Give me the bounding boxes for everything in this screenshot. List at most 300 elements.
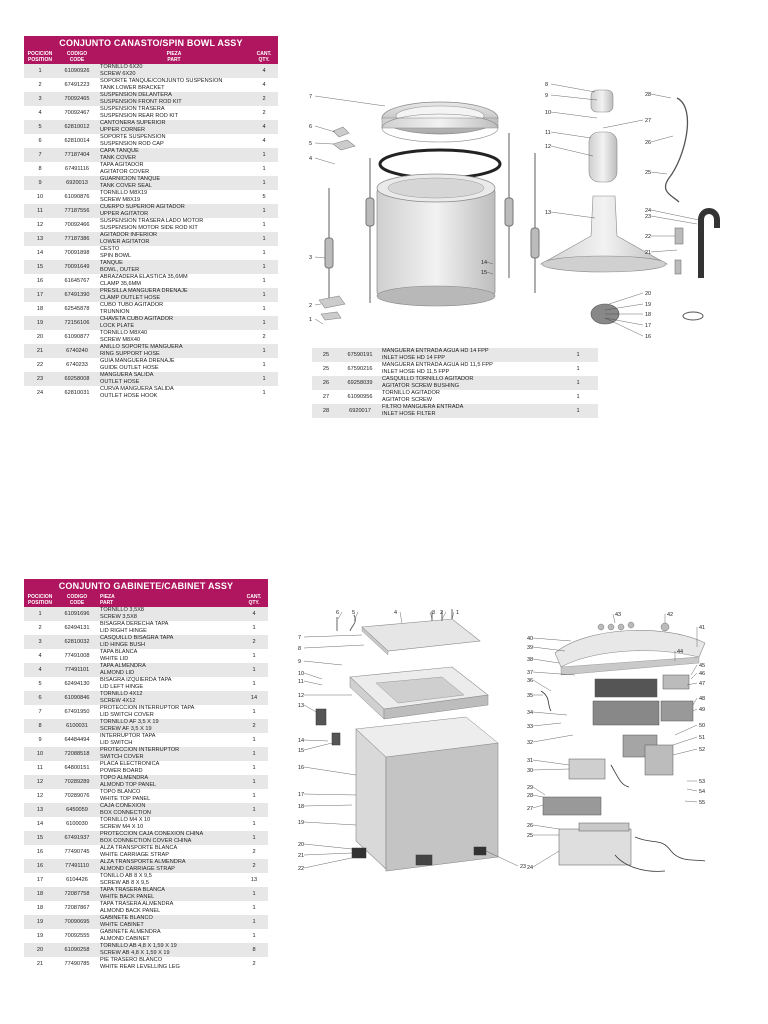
table-row — [24, 316, 278, 330]
position-cell: 13 — [24, 232, 56, 246]
part-name-en: BOX CONNECTION COVER CHINA — [100, 838, 192, 844]
part-name-es: TORNILLO 4X12 — [100, 691, 143, 697]
part-cell — [98, 274, 250, 288]
part-cell — [98, 677, 240, 691]
callout-leader — [304, 743, 332, 750]
callout-leader — [691, 665, 697, 675]
code-cell: 77187386 — [56, 232, 98, 246]
part-cell — [98, 649, 240, 663]
table-row — [24, 190, 278, 204]
callout-label: 53 — [699, 779, 706, 785]
part-name-es: TAPA TRASERA ALMENDRA — [100, 901, 174, 907]
callout-leader — [533, 795, 543, 797]
qty-cell: 1 — [250, 386, 278, 400]
callout-label: 1 — [309, 317, 313, 323]
callout-label: 6 — [309, 124, 313, 130]
table-row — [24, 691, 268, 705]
callout-label: 45 — [699, 663, 706, 669]
part-cell — [98, 78, 250, 92]
callout-leader — [603, 120, 643, 128]
part-name-es: TANQUE — [100, 260, 123, 266]
position-cell: 24 — [24, 386, 56, 400]
callout-leader — [533, 851, 559, 867]
table-row — [24, 176, 278, 190]
callout-leader — [651, 136, 673, 142]
part-cell — [98, 204, 250, 218]
code-cell: 77187556 — [56, 204, 98, 218]
position-cell: 21 — [24, 344, 56, 358]
table-row — [24, 719, 268, 733]
callout-leader — [315, 304, 321, 305]
callout-label: 7 — [298, 635, 302, 641]
position-cell: 18 — [24, 901, 56, 915]
qty-cell: 1 — [240, 649, 268, 663]
qty-cell: 1 — [240, 929, 268, 943]
callout-label: 47 — [699, 681, 706, 687]
position-cell: 4 — [24, 106, 56, 120]
cabinet-table — [24, 593, 268, 971]
callout-label: 14 — [481, 260, 488, 266]
part-cell — [98, 190, 250, 204]
callout-label: 42 — [667, 612, 674, 618]
callout-label: 15 — [481, 270, 488, 276]
part-name-en: ALMOND TOP PANEL — [100, 782, 157, 788]
qty-cell: 1 — [250, 204, 278, 218]
table-row — [312, 390, 598, 404]
callout-label: 39 — [527, 645, 534, 651]
qty-cell: 1 — [240, 747, 268, 761]
code-cell: 70091649 — [56, 260, 98, 274]
part-name-en: SCREW AB 4,8 X 1,59 X 19 — [100, 950, 170, 956]
cabinet-title: CONJUNTO GABINETE/CABINET ASSY — [24, 579, 268, 593]
part-name-es: TORNILLO AGITADOR — [382, 390, 440, 396]
cabinet-exploded-diagram — [292, 605, 534, 880]
callout-label: 26 — [645, 140, 652, 146]
position-cell: 8 — [24, 162, 56, 176]
callout-leader — [533, 723, 561, 726]
table-row — [24, 274, 278, 288]
qty-cell: 1 — [240, 831, 268, 845]
part-name-es: PRESILLA MANGUERA DRENAJE — [100, 288, 188, 294]
callout-label: 27 — [527, 806, 534, 812]
tank-brackets — [319, 127, 355, 320]
position-cell: 14 — [24, 817, 56, 831]
part-cell — [98, 344, 250, 358]
table-row — [24, 859, 268, 873]
code-cell: 61090877 — [56, 330, 98, 344]
part-name-en: TRUNNION — [100, 309, 130, 315]
code-cell: 70289289 — [56, 775, 98, 789]
table-row — [24, 386, 278, 400]
part-name-en: LID SWITCH COVER — [100, 712, 154, 718]
part-cell — [98, 803, 240, 817]
callout-leader — [315, 257, 325, 258]
callout-leader — [533, 659, 559, 663]
part-name-en: SCREW AF 3,5 X 19 — [100, 726, 152, 732]
part-cell — [98, 607, 240, 621]
spin-bowl-parts-continued — [312, 348, 598, 418]
part-cell — [98, 386, 250, 400]
part-cell — [98, 372, 250, 386]
callout-leader — [651, 216, 697, 224]
callout-label: 13 — [298, 703, 305, 709]
qty-cell: 1 — [558, 376, 598, 390]
table-row — [24, 330, 278, 344]
table-row — [24, 218, 278, 232]
part-name-en: POWER BOARD — [100, 768, 143, 774]
table-row — [312, 348, 598, 362]
part-name-en: UPPER AGITATOR — [100, 211, 149, 217]
part-name-es: AGITADOR INFERIOR — [100, 232, 158, 238]
part-name-es: CANTONERA SUPERIOR — [100, 120, 166, 126]
callout-label: 11 — [545, 130, 551, 136]
part-name-en: INLET HOSE HD 14 FPP — [382, 355, 446, 361]
callout-leader — [675, 725, 697, 735]
callout-label: 4 — [394, 610, 398, 616]
part-name-es: GUARNICION TANQUE — [100, 176, 161, 182]
code-cell: 69258039 — [340, 376, 380, 390]
qty-cell: 1 — [240, 761, 268, 775]
callout-label: 10 — [545, 110, 552, 116]
callout-label: 37 — [527, 670, 534, 676]
table-row — [24, 761, 268, 775]
part-cell — [98, 176, 250, 190]
part-name-en: WHITE TOP PANEL — [100, 796, 151, 802]
part-cell — [380, 390, 558, 404]
part-name-es: TORNILLO 6X20 — [100, 64, 143, 70]
code-cell: 70092555 — [56, 929, 98, 943]
callout-label: 5 — [309, 141, 313, 147]
position-cell: 16 — [24, 845, 56, 859]
table-row — [24, 344, 278, 358]
code-cell: 6100030 — [56, 817, 98, 831]
part-cell — [98, 859, 240, 873]
code-cell: 61091696 — [56, 607, 98, 621]
part-name-es: BISAGRA IZQUIERDA TAPA — [100, 677, 172, 683]
callout-label: 12 — [545, 144, 552, 150]
qty-cell: 1 — [558, 348, 598, 362]
spin-bowl-table-continued — [312, 348, 598, 418]
col-part: PIEZA PART — [98, 593, 240, 607]
part-cell — [98, 232, 250, 246]
callout-leader — [651, 94, 671, 98]
callout-leader — [533, 712, 567, 715]
qty-cell: 2 — [240, 957, 268, 971]
col-qty: CANT. QTY. — [250, 50, 278, 64]
callout-label: 43 — [615, 612, 622, 618]
position-cell: 12 — [24, 218, 56, 232]
qty-cell: 1 — [250, 274, 278, 288]
qty-cell: 1 — [240, 663, 268, 677]
code-cell: 6450059 — [56, 803, 98, 817]
part-name-es: TORNILLO AB 4,8 X 1,59 X 19 — [100, 943, 177, 949]
table-row — [24, 915, 268, 929]
top-panel — [350, 667, 488, 719]
part-name-es: PROTECCION INTERRUPTOR TAPA — [100, 705, 195, 711]
code-cell: 62545878 — [56, 302, 98, 316]
position-cell: 17 — [24, 873, 56, 887]
part-name-es: TORNILLO 3,5X8 — [100, 607, 145, 613]
callout-leader — [609, 293, 643, 304]
callout-label: 17 — [298, 792, 305, 798]
part-cell — [380, 362, 558, 376]
table-row — [24, 120, 278, 134]
callout-label: 17 — [645, 323, 652, 329]
callout-leader — [551, 84, 595, 92]
code-cell: 62494130 — [56, 677, 98, 691]
part-name-en: ALMOND BACK PANEL — [100, 908, 161, 914]
position-cell: 3 — [24, 635, 56, 649]
part-cell — [98, 705, 240, 719]
position-cell: 15 — [24, 831, 56, 845]
callout-leader — [551, 112, 597, 118]
callout-leader — [304, 853, 352, 855]
part-name-en: OUTLET HOSE HOOK — [100, 393, 158, 399]
callout-label: 24 — [527, 865, 534, 871]
callout-label: 30 — [527, 768, 534, 774]
position-cell: 9 — [24, 176, 56, 190]
callout-label: 25 — [645, 170, 652, 176]
part-name-es: GABINETE ALMENDRA — [100, 929, 161, 935]
table-row — [24, 817, 268, 831]
part-name-en: SCREW AB 8 X 9,5 — [100, 880, 149, 886]
col-code: CODIGO CODE — [56, 593, 98, 607]
position-cell: 10 — [24, 190, 56, 204]
control-knobs — [598, 622, 669, 631]
callout-label: 32 — [527, 740, 534, 746]
callout-leader — [304, 794, 356, 795]
qty-cell: 4 — [250, 134, 278, 148]
code-cell: 64800151 — [56, 761, 98, 775]
position-cell: 19 — [24, 929, 56, 943]
part-name-es: CAJA CONEXION — [100, 803, 146, 809]
qty-cell: 1 — [250, 260, 278, 274]
code-cell: 77187404 — [56, 148, 98, 162]
part-cell — [98, 635, 240, 649]
col-position: POCICION POSITION — [24, 593, 56, 607]
qty-cell: 1 — [250, 218, 278, 232]
part-name-es: MANGUERA ENTRADA AGUA HD 14 FPP — [382, 348, 489, 354]
part-name-en: SCREW 3,5X8 — [100, 614, 137, 620]
callout-label: 28 — [527, 793, 534, 799]
code-cell: 67491223 — [56, 78, 98, 92]
part-cell — [98, 957, 240, 971]
part-name-es: SOPORTE TANQUE/CONJUNTO SUSPENSION — [100, 78, 223, 84]
callout-label: 1 — [456, 610, 460, 616]
table-row — [24, 803, 268, 817]
qty-cell: 1 — [250, 288, 278, 302]
callout-leader — [685, 801, 697, 802]
code-cell: 6740240 — [56, 344, 98, 358]
callout-leader — [691, 673, 697, 679]
callout-label: 16 — [645, 334, 652, 340]
callout-leader — [533, 825, 559, 829]
part-name-en: LID RIGHT HINGE — [100, 628, 147, 634]
part-cell — [98, 162, 250, 176]
qty-cell: 1 — [240, 733, 268, 747]
qty-cell: 1 — [250, 344, 278, 358]
col-part: PIEZA PART — [98, 50, 250, 64]
qty-cell: 1 — [558, 362, 598, 376]
part-name-es: PIE TRASERO BLANCO — [100, 957, 163, 963]
code-cell: 62810014 — [56, 134, 98, 148]
agitator — [541, 90, 667, 324]
code-cell: 6104426 — [56, 873, 98, 887]
part-name-es: SUSPENSION DELANTERA — [100, 92, 172, 98]
part-name-en: TANK COVER SEAL — [100, 183, 152, 189]
table-row — [24, 246, 278, 260]
code-cell: 72087758 — [56, 887, 98, 901]
cabinet-parts-list — [24, 579, 268, 971]
table-row — [24, 134, 278, 148]
callout-label: 14 — [298, 738, 305, 744]
callout-leader — [533, 787, 545, 795]
callout-label: 50 — [699, 723, 706, 729]
callout-label: 48 — [699, 696, 706, 702]
control-panel-exploded-diagram — [515, 605, 715, 885]
part-name-es: TORNILLO AF 3,5 X 19 — [100, 719, 159, 725]
part-cell — [380, 348, 558, 362]
callout-label: 16 — [298, 765, 305, 771]
part-name-es: CHAVETA CUBO AGITADOR — [100, 316, 174, 322]
part-name-en: AGITATOR SCREW — [382, 397, 433, 403]
position-cell: 25 — [312, 348, 340, 362]
code-cell: 77491008 — [56, 649, 98, 663]
part-name-es: TOPO ALMENDRA — [100, 775, 149, 781]
part-cell — [98, 260, 250, 274]
part-cell — [98, 747, 240, 761]
callout-label: 8 — [545, 82, 549, 88]
code-cell: 69258008 — [56, 372, 98, 386]
callout-label: 36 — [527, 678, 534, 684]
control-boards — [543, 675, 693, 865]
callout-label: 21 — [298, 853, 305, 859]
part-cell — [98, 789, 240, 803]
position-cell: 6 — [24, 134, 56, 148]
part-name-en: SPIN BOWL — [100, 253, 132, 259]
spin-bowl-title: CONJUNTO CANASTO/SPIN BOWL ASSY — [24, 36, 278, 50]
qty-cell: 1 — [240, 677, 268, 691]
qty-cell: 1 — [250, 316, 278, 330]
part-name-en: WHITE BACK PANEL — [100, 894, 155, 900]
qty-cell: 1 — [250, 176, 278, 190]
table-row — [24, 747, 268, 761]
position-cell: 16 — [24, 859, 56, 873]
spin-bowl-parts-list — [24, 36, 278, 400]
part-name-en: INLET HOSE FILTER — [382, 411, 436, 417]
callout-leader — [315, 158, 335, 164]
callout-label: 27 — [645, 118, 652, 124]
callout-label: 3 — [432, 610, 436, 616]
callout-label: 22 — [645, 234, 652, 240]
col-position: POCICION POSITION — [24, 50, 56, 64]
position-cell: 18 — [24, 887, 56, 901]
table-row — [312, 404, 598, 418]
position-cell: 20 — [24, 943, 56, 957]
code-cell: 6920017 — [340, 404, 380, 418]
position-cell: 12 — [24, 789, 56, 803]
position-cell: 20 — [24, 330, 56, 344]
callout-label: 22 — [298, 866, 305, 872]
callout-leader — [304, 635, 362, 637]
callout-leader — [651, 210, 699, 220]
callout-label: 23 — [520, 864, 527, 870]
table-row — [24, 929, 268, 943]
spin-bowl-exploded-diagram — [305, 78, 725, 348]
part-name-es: TAPA AGITADOR — [100, 162, 144, 168]
table-row — [24, 64, 278, 78]
position-cell: 13 — [24, 803, 56, 817]
code-cell: 6920013 — [56, 176, 98, 190]
callout-leader — [551, 146, 593, 156]
part-name-en: LID HINGE BUSH — [100, 642, 146, 648]
code-cell: 70091898 — [56, 246, 98, 260]
callout-label: 40 — [527, 636, 534, 642]
part-cell — [98, 218, 250, 232]
part-cell — [98, 358, 250, 372]
table-row — [312, 376, 598, 390]
position-cell: 17 — [24, 288, 56, 302]
code-cell: 77491110 — [56, 859, 98, 873]
part-name-en: SUSPENSION ROD CAP — [100, 141, 164, 147]
code-cell: 72088518 — [56, 747, 98, 761]
callout-leader — [673, 737, 697, 745]
table-row — [24, 204, 278, 218]
part-name-es: PROTECCION INTERRUPTOR — [100, 747, 180, 753]
part-cell — [98, 621, 240, 635]
part-name-es: ALZA TRANSPORTE BLANCA — [100, 845, 178, 851]
code-cell: 70092465 — [56, 92, 98, 106]
qty-cell: 1 — [558, 404, 598, 418]
qty-cell: 2 — [240, 635, 268, 649]
part-name-en: RING SUPPORT HOSE — [100, 351, 160, 357]
part-name-es: ABRAZADERA ELASTICA 35,6MM — [100, 274, 188, 280]
callout-leader — [605, 318, 643, 336]
table-row — [24, 106, 278, 120]
callout-leader — [687, 789, 697, 791]
table-row — [24, 887, 268, 901]
callout-label: 49 — [699, 707, 706, 713]
position-cell: 8 — [24, 719, 56, 733]
qty-cell: 4 — [250, 120, 278, 134]
callout-leader — [304, 822, 356, 825]
callout-leader — [551, 132, 591, 138]
position-cell: 12 — [24, 775, 56, 789]
part-name-en: GUIDE OUTLET HOSE — [100, 365, 159, 371]
part-cell — [98, 887, 240, 901]
qty-cell: 5 — [250, 190, 278, 204]
qty-cell: 1 — [250, 148, 278, 162]
code-cell: 61090846 — [56, 691, 98, 705]
table-row — [24, 302, 278, 316]
qty-cell: 1 — [250, 358, 278, 372]
qty-cell: 1 — [240, 915, 268, 929]
tank-cover — [382, 102, 498, 142]
part-cell — [98, 733, 240, 747]
part-name-en: SCREW M4 X 10 — [100, 824, 144, 830]
spin-bowl-table — [24, 50, 278, 400]
callout-leader — [533, 735, 573, 742]
callout-label: 11 — [298, 679, 304, 685]
callout-label: 18 — [645, 312, 652, 318]
callout-leader — [486, 851, 518, 866]
part-name-es: TONILLO AB 8 X 9,5 — [100, 873, 152, 879]
qty-cell: 4 — [240, 607, 268, 621]
position-cell: 26 — [312, 376, 340, 390]
callout-leader — [315, 96, 385, 106]
position-cell: 6 — [24, 691, 56, 705]
part-name-es: CESTO — [100, 246, 120, 252]
